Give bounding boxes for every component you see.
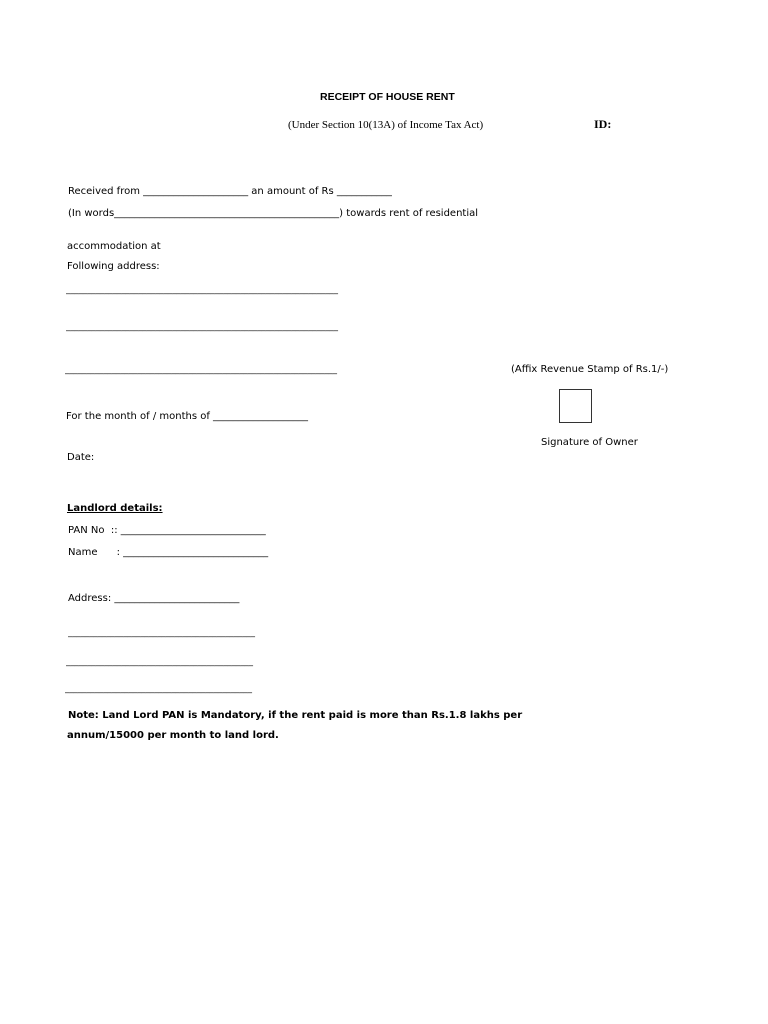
revenue-stamp-box xyxy=(559,389,592,423)
address-line-2: ________________________________________________________________ xyxy=(66,322,338,332)
affix-stamp-label: (Affix Revenue Stamp of Rs.1/-) xyxy=(511,364,669,375)
landlord-details-heading: Landlord details: xyxy=(67,503,163,514)
signature-of-owner-label: Signature of Owner xyxy=(541,437,638,448)
date-label: Date: xyxy=(67,452,95,463)
following-address-label: Following address: xyxy=(67,261,160,272)
landlord-address-line-3: ____________________________________________ xyxy=(65,684,252,694)
pan-no-line: PAN No :: _____________________________ xyxy=(68,525,266,536)
landlord-address-line-2: ____________________________________________ xyxy=(66,657,253,667)
name-line: Name : _____________________________ xyxy=(68,547,269,558)
received-from-line: Received from _____________________ an amount of Rs ___________ xyxy=(68,186,392,197)
for-month-line: For the month of / months of ___________________ xyxy=(66,411,309,422)
accommodation-label: accommodation at xyxy=(67,241,161,252)
id-label: ID: xyxy=(594,117,612,131)
receipt-title: RECEIPT OF HOUSE RENT xyxy=(320,91,455,103)
address-line-1: ________________________________________________________________ xyxy=(66,285,338,295)
address-line-3: ________________________________________________________________ xyxy=(65,365,337,375)
landlord-address-line-1: ____________________________________________ xyxy=(68,628,255,638)
amount-in-words-line: (In words_____________________________________________) towards rent of residential xyxy=(68,208,479,219)
note-line-1: Note: Land Lord PAN is Mandatory, if the rent paid is more than Rs.1.8 lakhs per xyxy=(68,710,523,721)
landlord-address-line: Address: _________________________ xyxy=(68,593,240,604)
act-subtitle: (Under Section 10(13A) of Income Tax Act) xyxy=(288,119,484,131)
note-line-2: annum/15000 per month to land lord. xyxy=(67,730,279,741)
